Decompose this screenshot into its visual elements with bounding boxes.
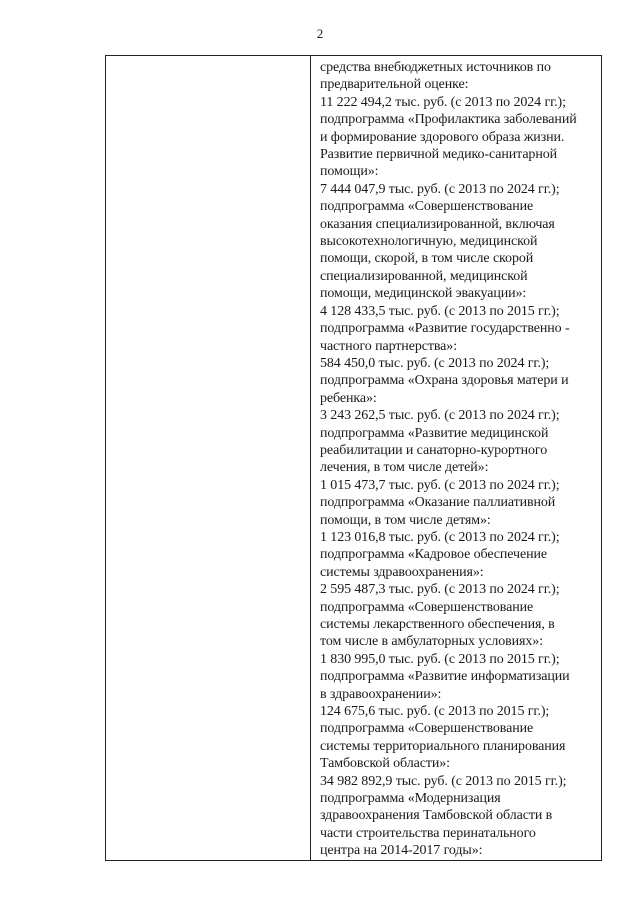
text-line: высокотехнологичную, медицинской xyxy=(320,234,538,250)
text-line: подпрограмма «Охрана здоровья матери и xyxy=(320,373,569,389)
text-line: подпрограмма «Развитие информатизации xyxy=(320,669,570,685)
text-line: том числе в амбулаторных условиях»: xyxy=(320,634,543,650)
text-line: в здравоохранении»: xyxy=(320,686,442,702)
text-line: 2 595 487,3 тыс. руб. (с 2013 по 2024 гг.); xyxy=(320,582,560,598)
text-line: системы территориального планирования xyxy=(320,738,566,754)
text-line: и формирование здорового образа жизни. xyxy=(320,129,565,145)
text-line: 584 450,0 тыс. руб. (с 2013 по 2024 гг.); xyxy=(320,355,550,371)
text-line: системы лекарственного обеспечения, в xyxy=(320,617,555,632)
text-line: центра на 2014-2017 годы»: xyxy=(320,843,483,859)
text-line: части строительства перинатального xyxy=(320,825,536,841)
text-line: реабилитации и санаторно-курортного xyxy=(320,442,548,458)
text-line: специализированной, медицинской xyxy=(320,268,528,284)
text-line: 1 830 995,0 тыс. руб. (с 2013 по 2015 гг.); xyxy=(320,651,560,667)
text-line: подпрограмма «Развитие государственно - xyxy=(320,321,570,337)
text-line: помощи, скорой, в том числе скорой xyxy=(320,251,534,267)
text-line: 11 222 494,2 тыс. руб. (с 2013 по 2024 гг.); xyxy=(320,94,566,110)
table-row xyxy=(106,56,602,861)
text-line: подпрограмма «Оказание паллиативной xyxy=(320,495,556,511)
text-line: подпрограмма «Развитие медицинской xyxy=(320,425,549,441)
text-line: 1 015 473,7 тыс. руб. (с 2013 по 2024 гг.); xyxy=(320,477,560,493)
text-line: подпрограмма «Совершенствование xyxy=(320,599,534,615)
text-line: подпрограмма «Модернизация xyxy=(320,791,501,807)
page-number: 2 xyxy=(316,26,324,41)
text-line: лечения, в том числе детей»: xyxy=(320,460,489,476)
text-line: 34 982 892,9 тыс. руб. (с 2013 по 2015 гг.); xyxy=(320,773,567,789)
text-line: помощи, медицинской эвакуации»: xyxy=(320,286,527,302)
text-line: 4 128 433,5 тыс. руб. (с 2013 по 2015 гг.); xyxy=(320,303,560,319)
text-line: подпрограмма «Кадровое обеспечение xyxy=(320,547,548,563)
text-line: 124 675,6 тыс. руб. (с 2013 по 2015 гг.); xyxy=(320,704,550,720)
text-line: средства внебюджетных источников по xyxy=(320,60,551,75)
text-line: подпрограмма «Профилактика заболеваний xyxy=(320,112,577,128)
text-line: ребенка»: xyxy=(320,390,377,406)
text-line: системы здравоохранения»: xyxy=(320,564,484,580)
table-cell-content xyxy=(311,56,602,861)
text-line: Тамбовской области»: xyxy=(320,756,450,772)
text-line: частного партнерства»: xyxy=(320,338,457,354)
passport-table xyxy=(105,55,602,861)
text-line: оказания специализированной, включая xyxy=(320,216,555,232)
text-line: подпрограмма «Совершенствование xyxy=(320,199,534,215)
text-line: 7 444 047,9 тыс. руб. (с 2013 по 2024 гг.); xyxy=(320,181,560,197)
text-line: помощи»: xyxy=(320,164,379,180)
funding-text xyxy=(320,59,601,860)
text-line: здравоохранения Тамбовской области в xyxy=(320,808,553,824)
text-line: Развитие первичной медико-санитарной xyxy=(320,147,558,163)
text-line: помощи, в том числе детям»: xyxy=(320,512,491,528)
table-cell-left xyxy=(106,56,311,861)
text-line: предварительной оценке: xyxy=(320,77,469,93)
text-line: 1 123 016,8 тыс. руб. (с 2013 по 2024 гг.); xyxy=(320,529,560,545)
text-line: подпрограмма «Совершенствование xyxy=(320,721,534,737)
text-line: 3 243 262,5 тыс. руб. (с 2013 по 2024 гг.); xyxy=(320,408,560,424)
